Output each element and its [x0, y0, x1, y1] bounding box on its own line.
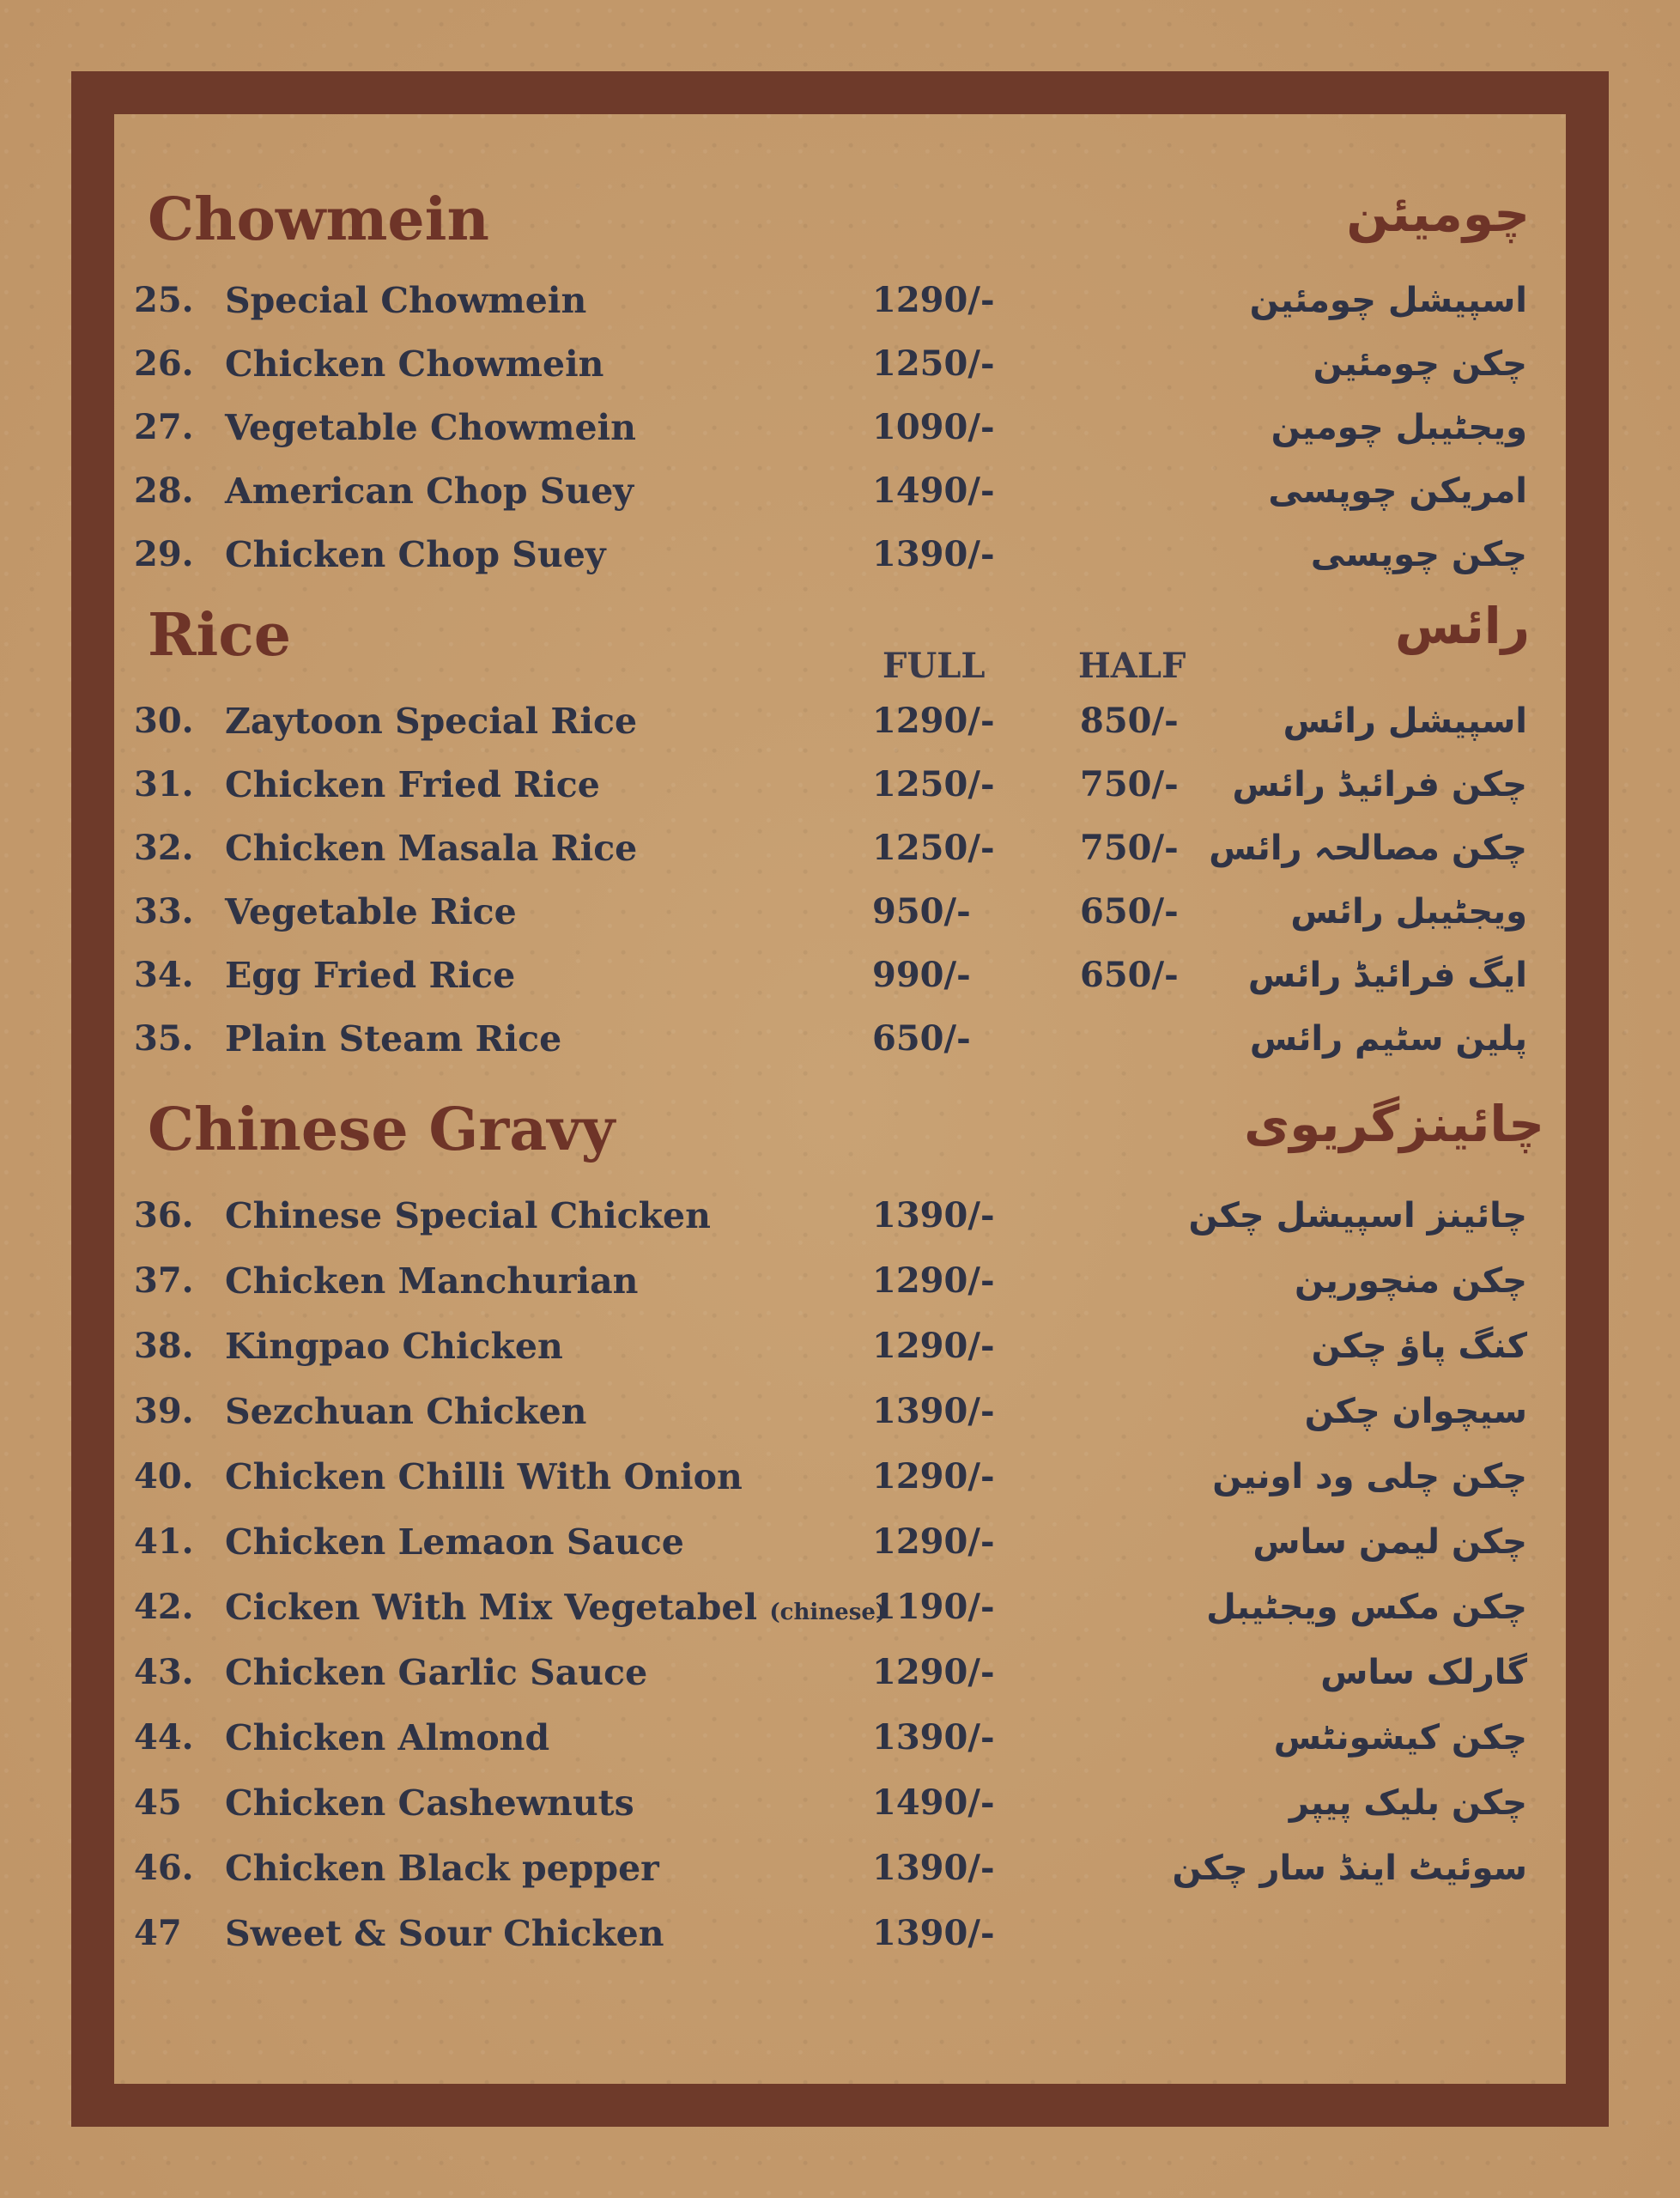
section-title-rice: Rice [148, 601, 292, 670]
menu-item: 31. Chicken Fried Rice 1250/- 750/- چکن فرائیڈ رائس [134, 764, 1527, 805]
menu-item: 37. Chicken Manchurian 1290/- چکن منچورین [134, 1260, 1527, 1302]
menu-item: 29. Chicken Chop Suey 1390/- چکن چوپسی [134, 534, 1527, 575]
menu-item: 38. Kingpao Chicken 1290/- کنگ پاؤ چکن [134, 1326, 1527, 1367]
menu-item: 46. Chicken Black pepper 1390/- سوئیٹ اینڈ سار چکن [134, 1848, 1527, 1889]
section-urdu-title-rice: رائس [1394, 597, 1530, 655]
menu-item: 25. Special Chowmein 1290/- اسپیشل چومئین [134, 280, 1527, 321]
menu-item: 44. Chicken Almond 1390/- چکن کیشونٹس [134, 1717, 1527, 1758]
menu-item: 36. Chinese Special Chicken 1390/- چائینز اسپیشل چکن [134, 1195, 1527, 1236]
menu-item: 32. Chicken Masala Rice 1250/- 750/- چکن مصالحہ رائس [134, 828, 1527, 869]
menu-item: 30. Zaytoon Special Rice 1290/- 850/- اسپیشل رائس [134, 701, 1527, 742]
section-urdu-title-chinese-gravy: چائینزگریوی [1244, 1095, 1544, 1153]
menu-item: 34. Egg Fried Rice 990/- 650/- ایگ فرائیڈ رائس [134, 955, 1527, 996]
menu-item: 40. Chicken Chilli With Onion 1290/- چکن چلی ود اونین [134, 1456, 1527, 1497]
section-title-chinese-gravy: Chinese Gravy [148, 1096, 616, 1164]
menu-item: 26. Chicken Chowmein 1250/- چکن چومئین [134, 343, 1527, 385]
section-title-chowmein: Chowmein [148, 185, 489, 254]
menu-item: 43. Chicken Garlic Sauce 1290/- گارلک ساس [134, 1652, 1527, 1693]
menu-item: 27. Vegetable Chowmein 1090/- ویجٹیبل چومین [134, 407, 1527, 448]
column-header-full: FULL [882, 646, 986, 686]
menu-item: 41. Chicken Lemaon Sauce 1290/- چکن لیمن ساس [134, 1521, 1527, 1563]
menu-item: 45 Chicken Cashewnuts 1490/- چکن بلیک پیپر [134, 1782, 1527, 1824]
menu-item: 47 Sweet & Sour Chicken 1390/- [134, 1913, 995, 1954]
section-urdu-title-chowmein: چومیئن [1346, 185, 1530, 243]
menu-item: 39. Sezchuan Chicken 1390/- سیچوان چکن [134, 1391, 1527, 1432]
menu-item: 28. American Chop Suey 1490/- امریکن چوپسی [134, 471, 1527, 512]
menu-item: 33. Vegetable Rice 950/- 650/- ویجٹیبل رائس [134, 891, 1527, 932]
menu-item: 35. Plain Steam Rice 650/- پلین سٹیم رائس [134, 1018, 1527, 1060]
column-header-half: HALF [1078, 646, 1186, 686]
menu-item: 42. Cicken With Mix Vegetabel (chinese) 1190/- چکن مکس ویجٹیبل [134, 1587, 1527, 1628]
